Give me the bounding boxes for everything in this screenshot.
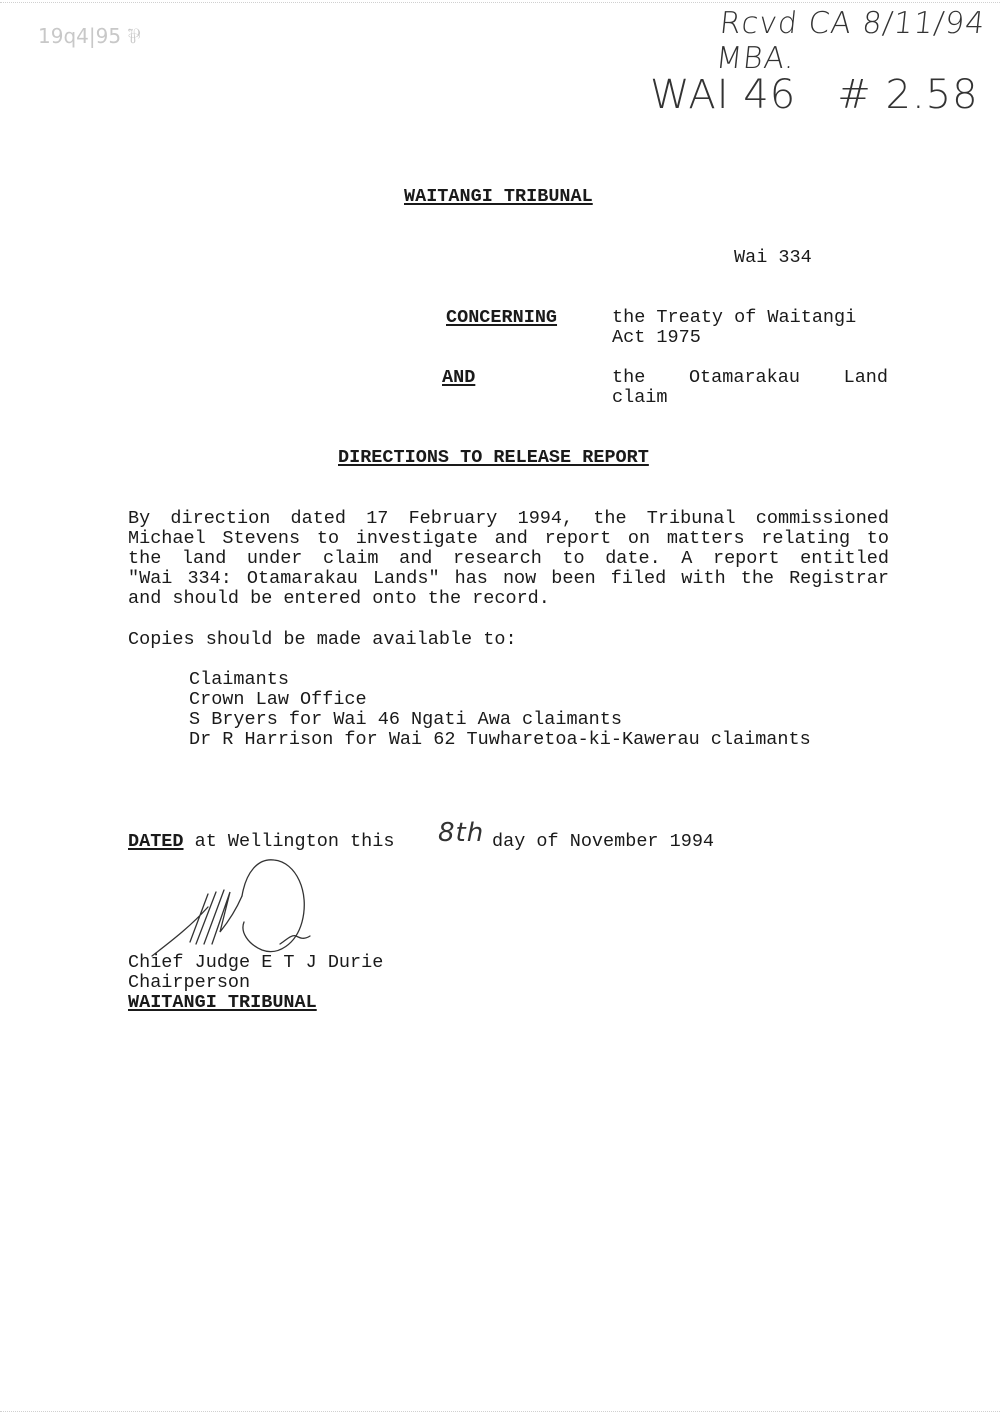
- paragraph-line: By direction dated 17 February 1994, the Tribunal commissioned: [128, 508, 889, 529]
- case-number: Wai 334: [734, 247, 812, 268]
- caption-label-and: AND: [442, 367, 476, 388]
- recipient-list: [189, 670, 811, 750]
- document-title: DIRECTIONS TO RELEASE REPORT: [338, 447, 649, 468]
- recipient-item: Dr R Harrison for Wai 62 Tuwharetoa-ki-Kawerau claimants: [189, 729, 811, 750]
- paragraph-line: the land under claim and research to date. A report entitled: [128, 548, 889, 569]
- recipient-item: Claimants: [189, 669, 289, 690]
- signature-scribble-icon: [150, 852, 330, 962]
- caption-text-concerning-1: the Treaty of Waitangi: [612, 307, 857, 328]
- received-stamp: Rcvd CA 8/11/94 MBA.: [714, 6, 988, 76]
- paragraph-line: "Wai 334: Otamarakau Lands" has now been filed with the Registrar: [128, 568, 889, 589]
- signatory-organization: WAITANGI TRIBUNAL: [128, 992, 317, 1013]
- body-paragraph: [128, 509, 889, 609]
- caption-label-concerning: CONCERNING: [446, 307, 558, 328]
- handwritten-day: 8th: [438, 818, 485, 848]
- file-reference: WAI 46 # 2.58: [650, 72, 979, 118]
- dated-line: [128, 832, 394, 852]
- signatory-name: Chief Judge E T J Durie: [128, 952, 384, 973]
- header-title: WAITANGI TRIBUNAL: [404, 186, 593, 207]
- scan-edge-top: [0, 2, 1000, 5]
- dated-month-year: day of November 1994: [492, 831, 715, 852]
- recipient-item: Crown Law Office: [189, 689, 367, 710]
- dated-label: DATED: [128, 831, 184, 852]
- signature-block: [128, 953, 383, 1013]
- dated-place: at Wellington this: [183, 831, 395, 852]
- paragraph-line: and should be entered onto the record.: [128, 588, 550, 609]
- caption-text-and-1: the Otamarakau Land: [612, 367, 888, 388]
- pencil-note: 19q4|95 ⅌: [38, 24, 141, 48]
- caption-text-concerning-2: Act 1975: [612, 327, 701, 348]
- paragraph-line: Michael Stevens to investigate and report on matters relating to: [128, 528, 889, 549]
- caption-text-and-2: claim: [612, 387, 668, 408]
- recipient-item: S Bryers for Wai 46 Ngati Awa claimants: [189, 709, 622, 730]
- copies-intro: Copies should be made available to:: [128, 629, 517, 650]
- signatory-role: Chairperson: [128, 972, 251, 993]
